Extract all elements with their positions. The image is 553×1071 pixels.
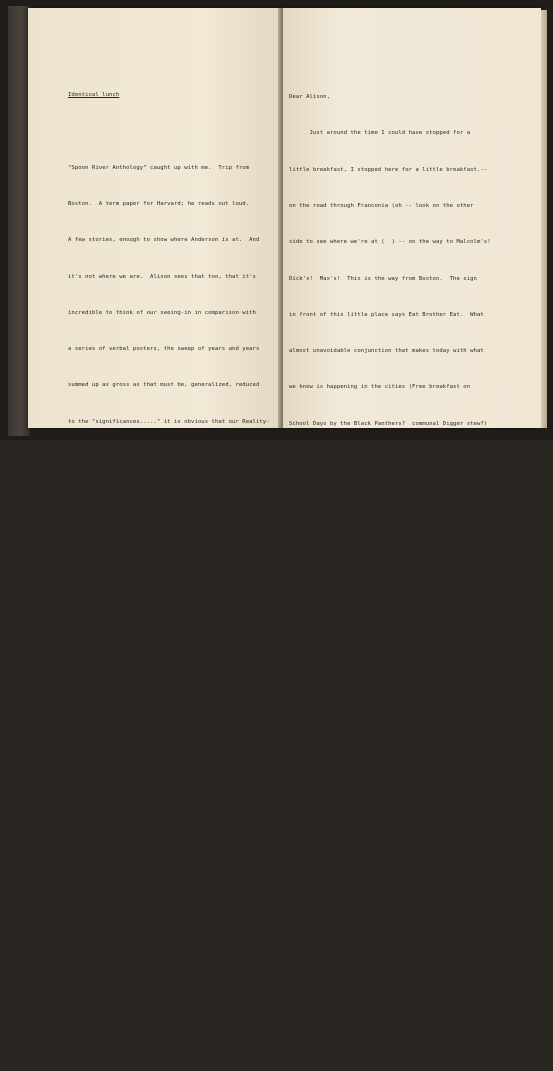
text-line: a series of verbal posters, the sweep of years and years (68, 346, 260, 353)
text-line: in front of this little place says Eat Brother Eat. What (289, 311, 484, 318)
left-page-text (68, 65, 270, 561)
page-heading: Identical lunch (68, 92, 120, 99)
right-page-text (289, 67, 491, 1071)
text-line: Boston. A term paper for Harvard; he reads out loud. (68, 201, 250, 208)
text-line: little breakfast, I stopped here for a little breakfast.-- (289, 166, 488, 173)
text-line: "I'll bring you a cup right away, sir." "Will you (289, 928, 481, 935)
text-line: School Days by the Black Panthers? communal Digger stew?) (289, 420, 488, 427)
left-page (28, 8, 280, 534)
text-line: almost unavoidable conjunction that makes today with what (289, 348, 484, 355)
text-line: incredible to think of our seeing-in in comparison with (68, 309, 256, 316)
text-line: place, (remember the stores in the ghettos that would put (289, 710, 484, 717)
text-line: "Soul Brother" signs in the windows to, hopefully, spare (289, 747, 481, 754)
right-page (283, 8, 541, 1044)
text-line: dish of tapioca pudding left over from yesterday. (fine) (289, 1001, 484, 1008)
text-line: in the place and only when there was no one else in the (289, 674, 481, 681)
text-line: of those other places no reason why they won't bust me up (289, 819, 484, 826)
text-line: to the "significances....." it is obvious that our Reality- (68, 418, 270, 425)
text-line: the summer of the riots, when we found open, the only place (289, 493, 491, 500)
text-line: either." (289, 856, 317, 863)
text-line: Just around the time I could have stopped for a (289, 130, 471, 137)
text-line: Dick's! Max's! This is the way from Boston. The sign (289, 275, 477, 282)
text-line: on the road through Franconia (oh -- look on the other (289, 203, 474, 210)
text-line: unlit street, a good place to eat, some of the "brothers" (289, 565, 484, 572)
text-line: "Spoon River Anthology" caught up with me. Trip from (68, 164, 250, 171)
book-spine-edge (8, 6, 30, 436)
text-line: woman there, good food! saying when there was no one else (289, 638, 488, 645)
text-line: A few stories, enough to show where Anderson is at. And (68, 237, 260, 244)
text-line: themselves from looters) saying, "If they'll bust-up any (289, 783, 481, 790)
text-line: "I know I'll have a cup of coffee right away." (289, 892, 467, 899)
text-line: side to see where we're at ( ) -- on the way to Malcolm's! (289, 239, 491, 246)
salutation: Dear Alison, (289, 94, 331, 101)
text-line: Wait, I'd better have a look -- never know but that it (289, 1037, 474, 1044)
blank-line (68, 488, 270, 500)
page-stack-edge (541, 10, 547, 428)
blank-line (68, 125, 270, 137)
text-line: summed up as gross as that must be, generalized, reduced (68, 382, 260, 389)
text-line: coming in, juke box, some not so friendly glances, and the (289, 602, 488, 609)
text-line: Filter is much finer than that. (68, 455, 174, 461)
text-line: it's not where we are. Alison sees that too, that it's (68, 273, 256, 280)
text-line: Another lunch........I've forgotten about. Forget it. (68, 527, 253, 534)
text-line: we know is happening in the cities (Free breakfast on (289, 384, 471, 391)
text-line: open, to have something to eat, a soul food place on an (289, 529, 477, 536)
text-line: That makes me think of I PM in Peekskill two summers ago, (289, 457, 484, 463)
text-line: have cream?" "I'll bring a menu." "Sir." "There's a (289, 964, 474, 971)
